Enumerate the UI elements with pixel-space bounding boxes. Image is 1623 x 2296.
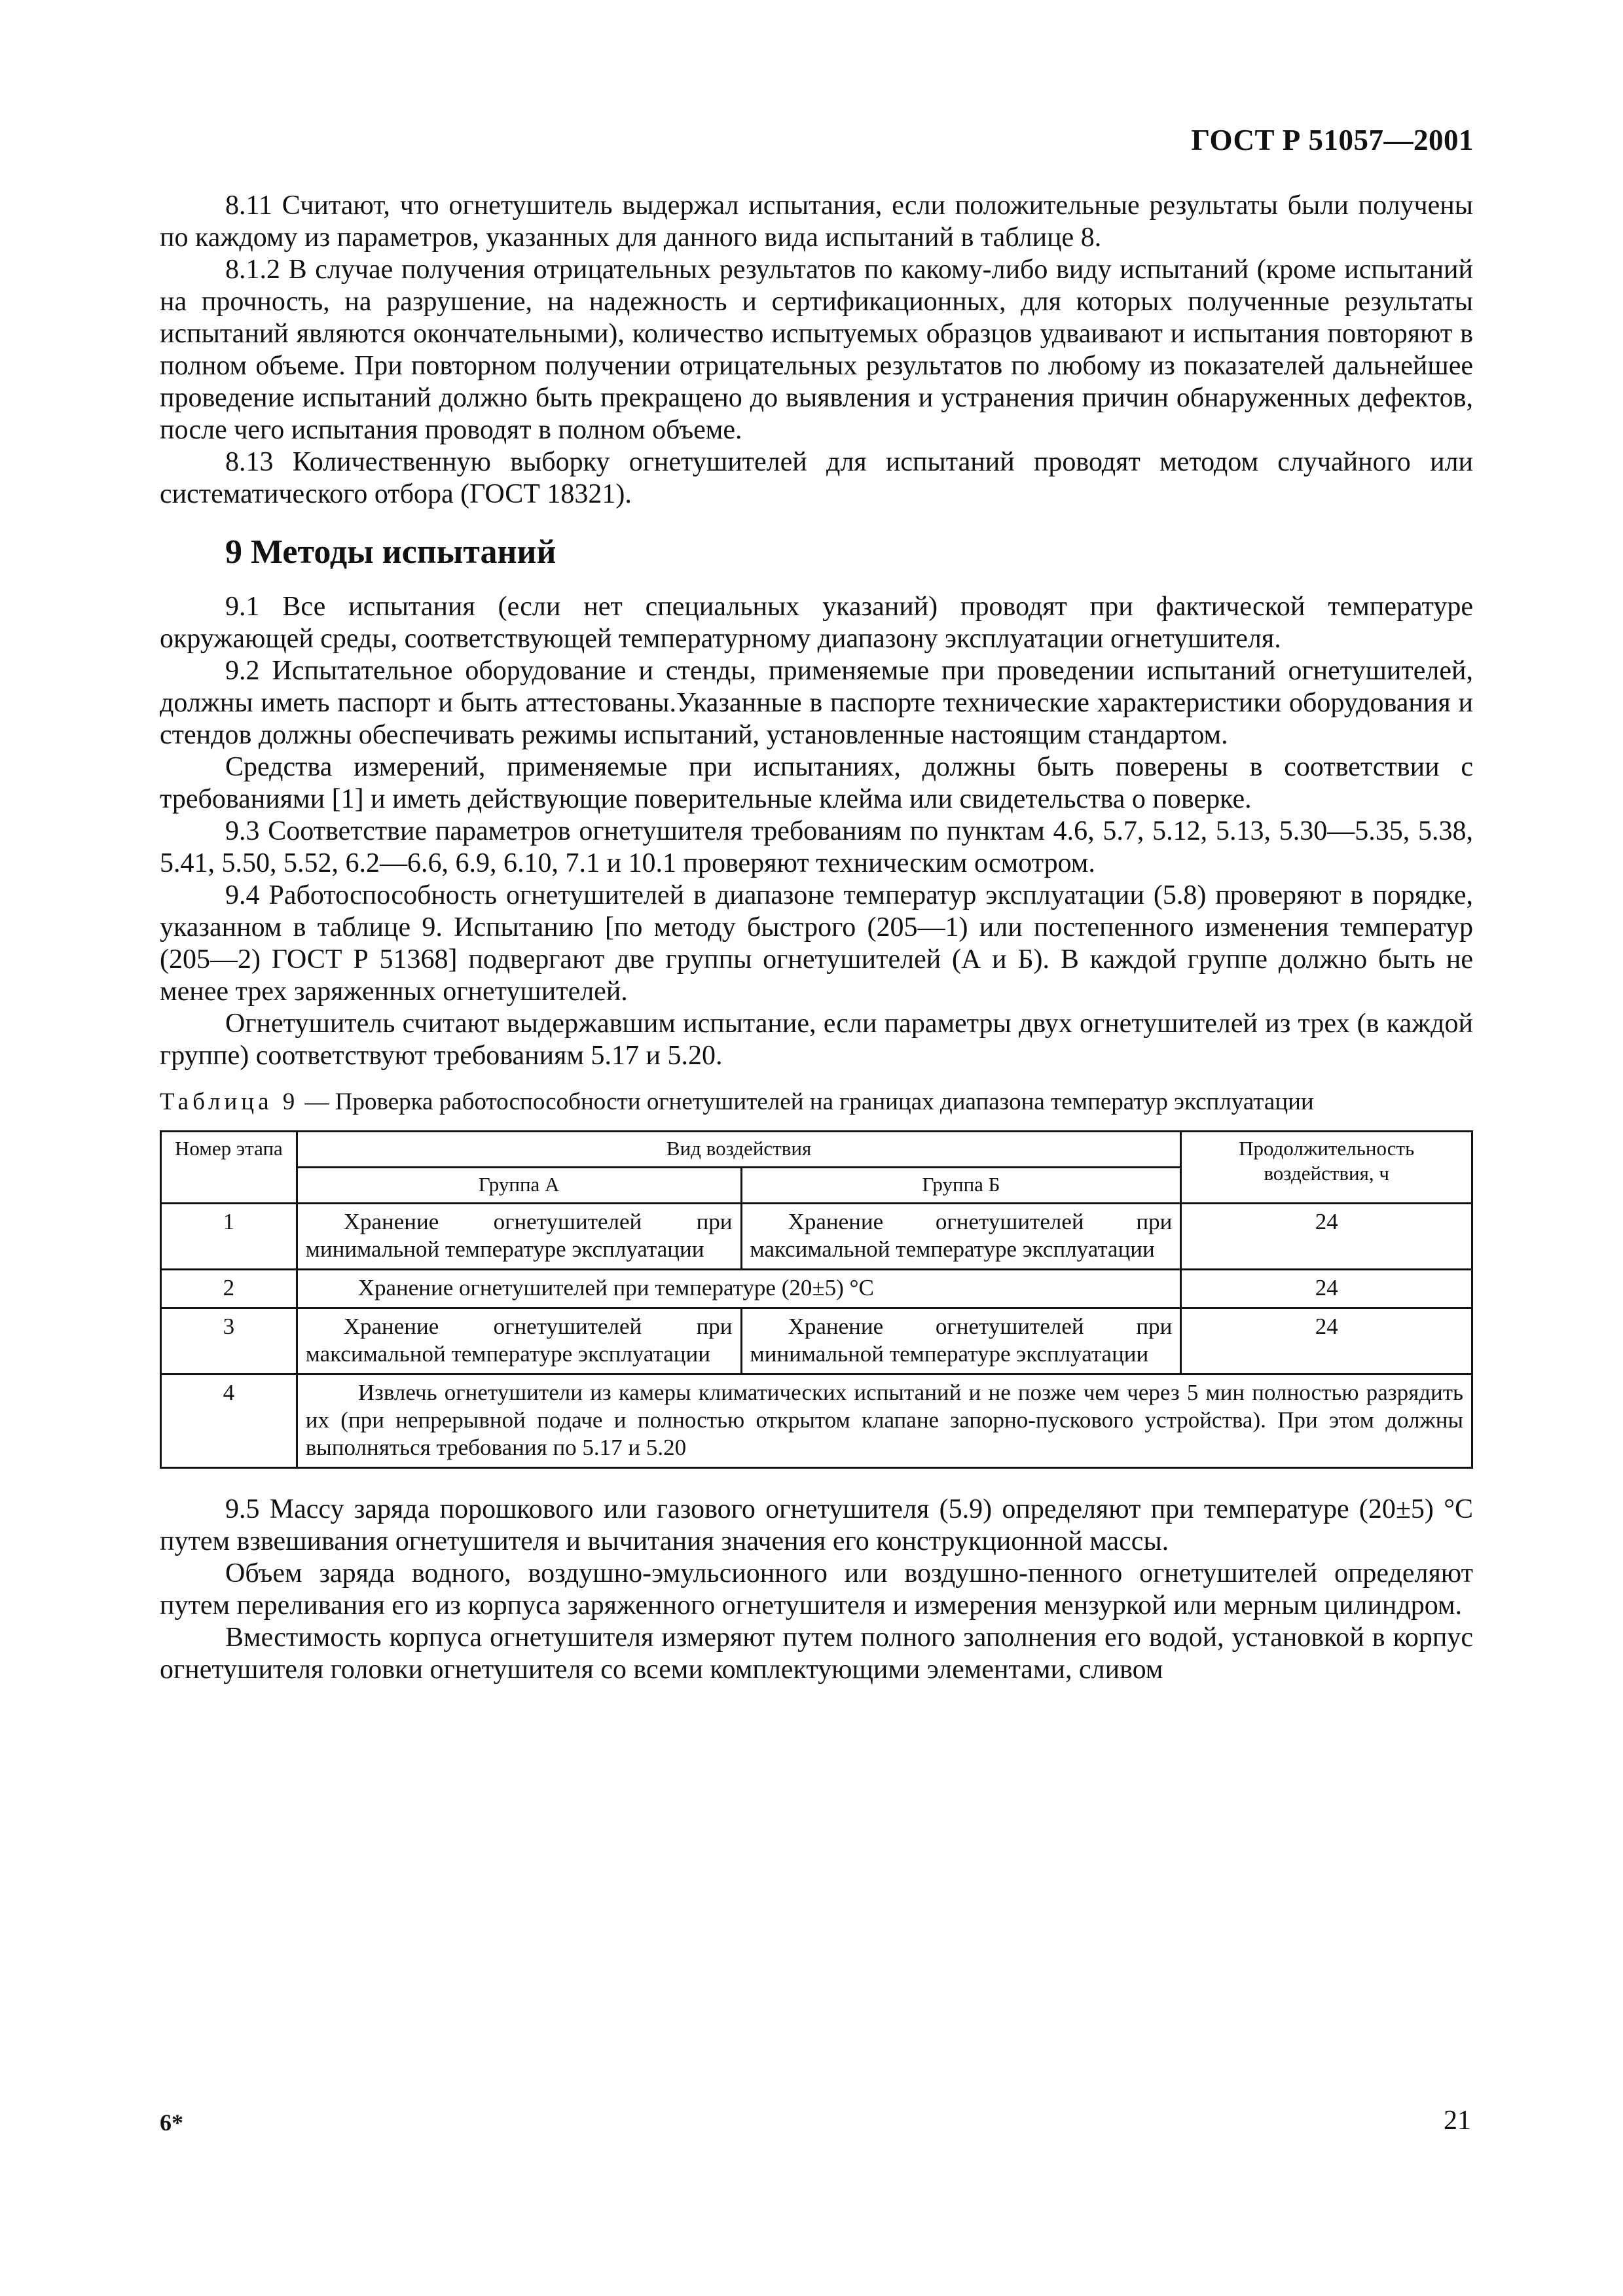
- paragraph-9-5-capacity: Вместимость корпуса огнетушителя измеряют путем полного заполнения его водой, установкой в корпус огнетушителя головки огнетушителя со всеми комплектующими элементами, сливом: [160, 1623, 1473, 1685]
- table-9: [160, 1130, 1473, 1469]
- duration-cell: 24: [1181, 1204, 1472, 1270]
- group-b-cell: Хранение огнетушителей при максимальной температуре эксплуатации: [741, 1204, 1181, 1270]
- table-row: [161, 1308, 1472, 1374]
- paragraph-9-5: 9.5 Массу заряда порошкового или газового огнетушителя (5.9) определяют при температуре (20±5) °С путем взвешивания огнетушителя и вычитания значения его конструкционной массы.: [160, 1494, 1473, 1556]
- paragraph-9-2: 9.2 Испытательное оборудование и стенды, применяемые при проведении испытаний огнетушителей, должны иметь паспорт и быть аттестованы.Указанные в паспорте технические характеристики оборудования и стендов должны обеспечивать режимы испытаний, установленные настоящим стандартом.: [160, 656, 1473, 750]
- merged-impact-cell: Хранение огнетушителей при температуре (20±5) °С: [297, 1270, 1181, 1308]
- table-caption-label: Таблица 9: [160, 1088, 299, 1115]
- sheet-mark: 6*: [160, 2109, 183, 2136]
- paragraph-8-13: 8.13 Количественную выборку огнетушителей для испытаний проводят методом случайного или систематического отбора (ГОСТ 18321).: [160, 447, 1473, 509]
- header-group-a: Группа А: [297, 1168, 741, 1204]
- paragraph-9-1: 9.1 Все испытания (если нет специальных указаний) проводят при фактической температуре окружающей среды, соответствующей температурному диапазону эксплуатации огнетушителя.: [160, 592, 1473, 654]
- bottom-paragraphs: [160, 1494, 1473, 1686]
- stage-cell: 3: [161, 1308, 297, 1374]
- section-title: 9 Методы испытаний: [225, 533, 556, 571]
- table-row: [161, 1374, 1472, 1468]
- paragraph-9-4-criteria: Огнетушитель считают выдержавшим испытание, если параметры двух огнетушителей из трех (в каждой группе) соответствуют требованиям 5.17 и 5.20.: [160, 1009, 1473, 1071]
- paragraph-9-3: 9.3 Соответствие параметров огнетушителя требованиям по пунктам 4.6, 5.7, 5.12, 5.13, 5.30—5.35, 5.38, 5.41, 5.50, 5.52, 6.2—6.6, 6.9, 6.10, 7.1 и 10.1 проверяют техническим осмотром.: [160, 816, 1473, 878]
- paragraph-8-1-2: 8.1.2 В случае получения отрицательных результатов по какому-либо виду испытаний (кроме испытаний на прочность, на разрушение, на надежность и сертификационных, для которых полученные результаты испытаний являются окончательными), количество испытуемых образцов удваивают и испытания повторяют в полном объеме. При повторном получении отрицательных результатов по любому из показателей дальнейшее проведение испытаний должно быть прекращено до выявления и устранения причин обнаруженных дефектов, после чего испытания проводят в полном объеме.: [160, 255, 1473, 445]
- table-row: [161, 1270, 1472, 1308]
- header-duration: Продолжительность воздействия, ч: [1181, 1132, 1472, 1204]
- duration-cell: 24: [1181, 1270, 1472, 1308]
- stage-cell: 1: [161, 1204, 297, 1270]
- table-caption-text: — Проверка работоспособности огнетушителей на границах диапазона температур эксплуатации: [299, 1088, 1314, 1115]
- header-group-b: Группа Б: [741, 1168, 1181, 1204]
- merged-impact-cell: Извлечь огнетушители из камеры климатических испытаний и не позже чем через 5 мин полностью разрядить их (при непрерывной подаче и полностью открытом клапане запорно-пускового устройства). При этом должны выполняться требования по 5.17 и 5.20: [297, 1374, 1472, 1468]
- page-content: [160, 190, 1473, 1686]
- paragraph-9-2-measurements: Средства измерений, применяемые при испытаниях, должны быть поверены в соответствии с требованиями [1] и иметь действующие поверительные клейма или свидетельства о поверке.: [160, 752, 1473, 814]
- stage-cell: 4: [161, 1374, 297, 1468]
- table-row: [161, 1204, 1472, 1270]
- paragraph-8-11: 8.11 Считают, что огнетушитель выдержал испытания, если положительные результаты были получены по каждому из параметров, указанных для данного вида испытаний в таблице 8.: [160, 190, 1473, 253]
- page-number: 21: [1444, 2106, 1471, 2136]
- duration-cell: 24: [1181, 1308, 1472, 1374]
- group-a-cell: Хранение огнетушителей при минимальной температуре эксплуатации: [297, 1204, 741, 1270]
- stage-cell: 2: [161, 1270, 297, 1308]
- paragraph-9-4: 9.4 Работоспособность огнетушителей в диапазоне температур эксплуатации (5.8) проверяют в порядке, указанном в таблице 9. Испытанию [по методу быстрого (205—1) или постепенного изменения температур (205—2) ГОСТ Р 51368] подвергают две группы огнетушителей (А и Б). В каждой группе должно быть не менее трех заряженных огнетушителей.: [160, 880, 1473, 1007]
- paragraph-9-5-volume: Объем заряда водного, воздушно-эмульсионного или воздушно-пенного огнетушителей определяют путем переливания его из корпуса заряженного огнетушителя и измерения мензуркой или мерным цилиндром.: [160, 1558, 1473, 1621]
- document-code-header: ГОСТ Р 51057—2001: [1191, 124, 1474, 156]
- header-stage: Номер этапа: [161, 1132, 297, 1204]
- group-b-cell: Хранение огнетушителей при минимальной температуре эксплуатации: [741, 1308, 1181, 1374]
- table-header-row: [161, 1132, 1472, 1168]
- table-caption: [160, 1088, 1473, 1116]
- header-impact: Вид воздействия: [297, 1132, 1181, 1168]
- group-a-cell: Хранение огнетушителей при максимальной температуре эксплуатации: [297, 1308, 741, 1374]
